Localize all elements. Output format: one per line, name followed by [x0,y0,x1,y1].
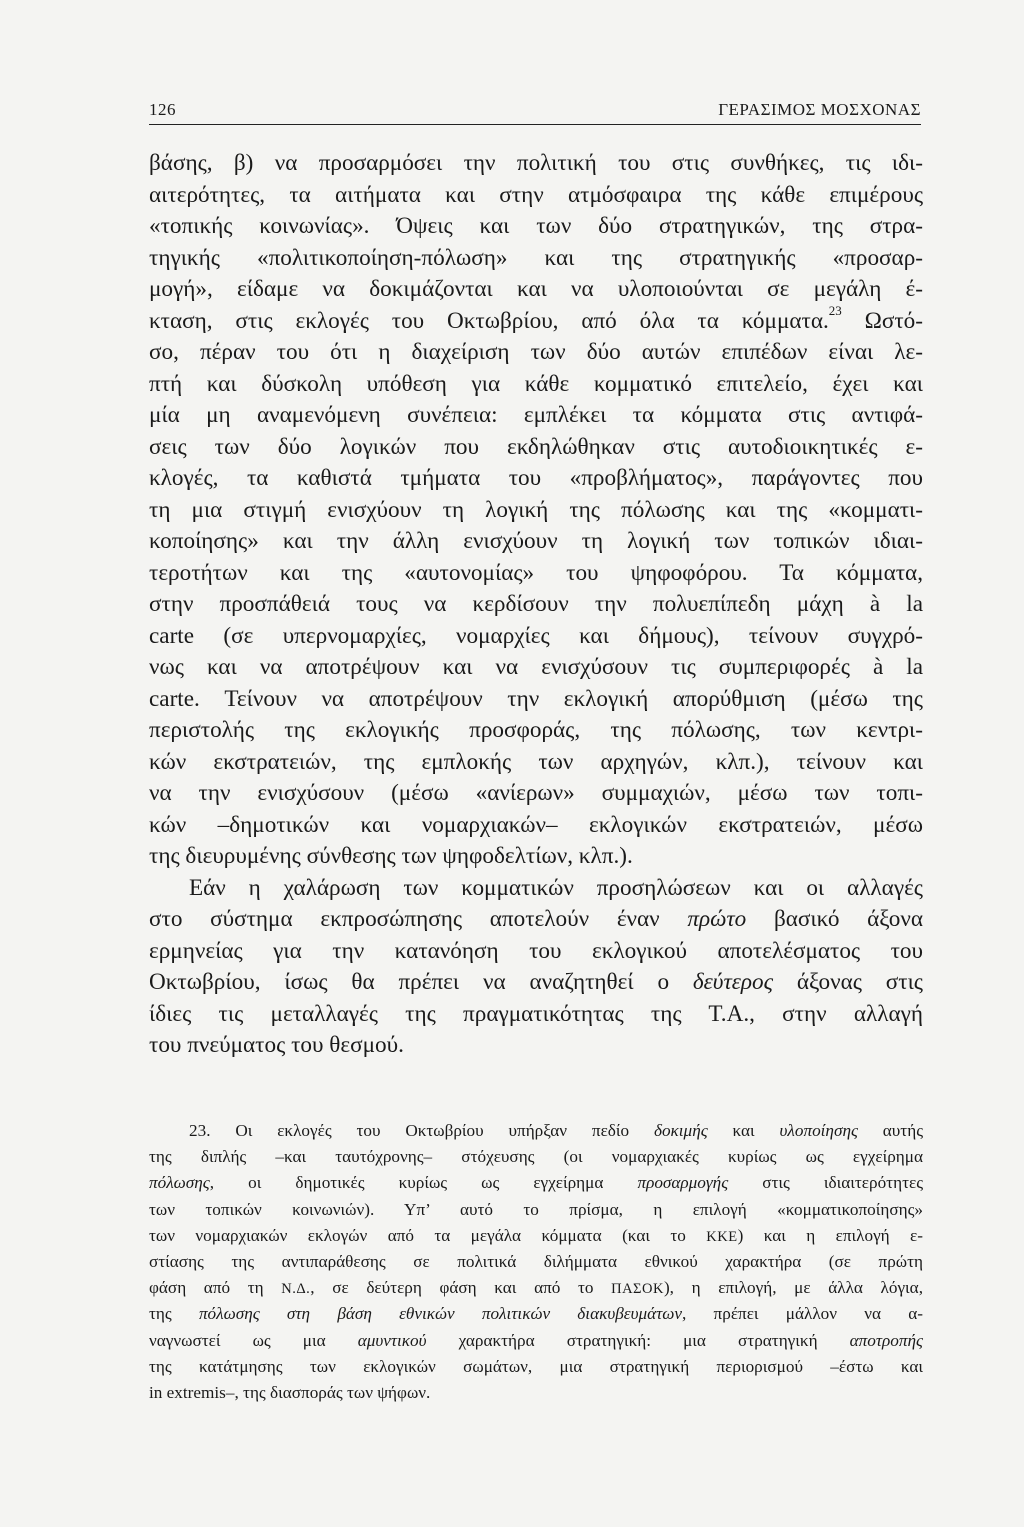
text-line: κών εκστρατειών, της εμπλοκής των αρχηγών, κλπ.), τείνουν και [149,748,923,775]
text-line: Οκτωβρίου, ίσως θα πρέπει να αναζητηθεί ο δεύτερος άξονας στις [149,969,923,995]
text-line: κταση, στις εκλογές του Οκτωβρίου, από όλα τα κόμματα.$^{23}$ Ωστό- [149,302,923,334]
text-line: αιτερότητες, τα αιτήματα και στην ατμόσφαιρα της κάθε επιμέρους [149,181,923,208]
text-line: τηγικής «πολιτικοποίηση-πόλωση» και της στρατηγικής «προσαρ- [149,244,923,271]
text-line: σεις των δύο λογικών που εκδηλώθηκαν στις αυτοδιοικητικές ε- [149,433,923,460]
footnote-line: των τοπικών κοινωνιών). Υπ’ αυτό το πρίσμα, η επιλογή «κομματικοποίησης» [149,1199,923,1219]
footnote-reference[interactable]: 23 [828,302,842,318]
page-header [149,98,921,125]
text-line: carte. Τείνουν να αποτρέψουν την εκλογική απορύθμιση (μέσω της [149,685,923,712]
footnote-line: 23. Οι εκλογές του Οκτωβρίου υπήρξαν πεδίο δοκιμής και υλοποίησης αυτής [189,1121,924,1140]
text-line: κλογές, τα καθιστά τμήματα του «προβλήματος», παράγοντες που [149,465,923,491]
main-text [149,148,923,1062]
text-line: νως και να αποτρέψουν και να ενισχύσουν τις συμπεριφορές à la [149,654,923,680]
page-number: 126 [149,100,176,119]
text-line: σο, πέραν του ότι η διαχείριση των δύο αυτών επιπέδων είναι λε- [149,339,923,365]
text-line: κοποίησης» και την άλλη ενισχύουν τη λογική των τοπικών ιδιαι- [149,528,923,554]
footnote-line: in extremis–, της διασποράς των ψήφων. [149,1382,431,1402]
text-line: στην προσπάθειά τους να κερδίσουν την πολυεπίπεδη μάχη à la [149,591,923,617]
footnote-line: πόλωσης, οι δημοτικές κυρίως ως εγχείρημα προσαρμογής στις ιδιαιτερότητες [149,1173,923,1193]
text-line: τη μια στιγμή ενισχύουν τη λογική της πόλωσης και της «κομματι- [149,496,923,523]
footnote-line: της πόλωσης στη βάση εθνικών πολιτικών διακυβευμάτων, πρέπει μάλλον να α- [149,1304,924,1324]
text-line: περιστολής της εκλογικής προσφοράς, της πόλωσης, των κεντρι- [149,717,923,743]
footnote-line: στίασης της αντιπαράθεσης σε πολιτικά διλήμματα εθνικού χαρακτήρα (σε πρώτη [149,1251,923,1271]
footnote-line: της κατάτμησης των εκλογικών σωμάτων, μια στρατηγική περιορισμού –έστω και [149,1356,923,1376]
text-line: βάσης, β) να προσαρμόσει την πολιτική του στις συνθήκες, τις ιδι- [149,150,923,176]
text-line: ίδιες τις μεταλλαγές της πραγματικότητας της Τ.Α., στην αλλαγή [149,1000,923,1027]
text-line: πτή και δύσκολη υπόθεση για κάθε κομματικό επιτελείο, έχει και [149,370,923,397]
text-line: της διευρυμένης σύνθεσης των ψηφοδελτίων, κλπ.). [149,843,633,869]
text-line: στο σύστημα εκπροσώπησης αποτελούν έναν πρώτο βασικό άξονα [149,906,923,932]
text-line: μία μη αναμενόμενη συνέπεια: εμπλέκει τα κόμματα στις αντιφά- [149,402,923,428]
footnote [149,1118,923,1406]
footnote-line: της διπλής –και ταυτόχρονης– στόχευσης (οι νομαρχιακές κυρίως ως εγχείρημα [149,1147,923,1167]
footnote-line: ναγνωστεί ως μια αμυντικού χαρακτήρα στρατηγική: μια στρατηγική αποτροπής [149,1330,923,1350]
text-line: ερμηνείας για την κατανόηση του εκλογικού αποτελέσματος του [149,937,923,964]
text-line: μογή», είδαμε να δοκιμάζονται και να υλοποιούνται σε μεγάλη έ- [149,276,923,302]
text-line: του πνεύματος του θεσμού. [149,1032,404,1058]
text-line: carte (σε υπερνομαρχίες, νομαρχίες και δήμους), τείνουν συγχρό- [149,622,923,649]
text-line: κών –δημοτικών και νομαρχιακών– εκλογικών εκστρατειών, μέσω [149,811,923,838]
text-line: τεροτήτων και της «αυτονομίας» του ψηφοφόρου. Τα κόμματα, [149,559,923,586]
footnote-line: των νομαρχιακών εκλογών από τα μεγάλα κόμματα (και το ΚΚΕ) και η επιλογή ε- [149,1225,923,1245]
text-line: Εάν η χαλάρωση των κομματικών προσηλώσεων και οι αλλαγές [189,874,923,901]
running-head: ΓΕΡΑΣΙΜΟΣ ΜΟΣΧΟΝΑΣ [718,100,921,119]
footnote-line: φάση από τη Ν.Δ., σε δεύτερη φάση και από το ΠΑΣΟΚ), η επιλογή, με άλλα λόγια, [149,1278,923,1298]
text-line: να την ενισχύσουν (μέσω «ανίερων» συμμαχιών, μέσω των τοπι- [149,780,923,806]
text-line: «τοπικής κοινωνίας». Όψεις και των δύο στρατηγικών, της στρα- [149,213,923,239]
